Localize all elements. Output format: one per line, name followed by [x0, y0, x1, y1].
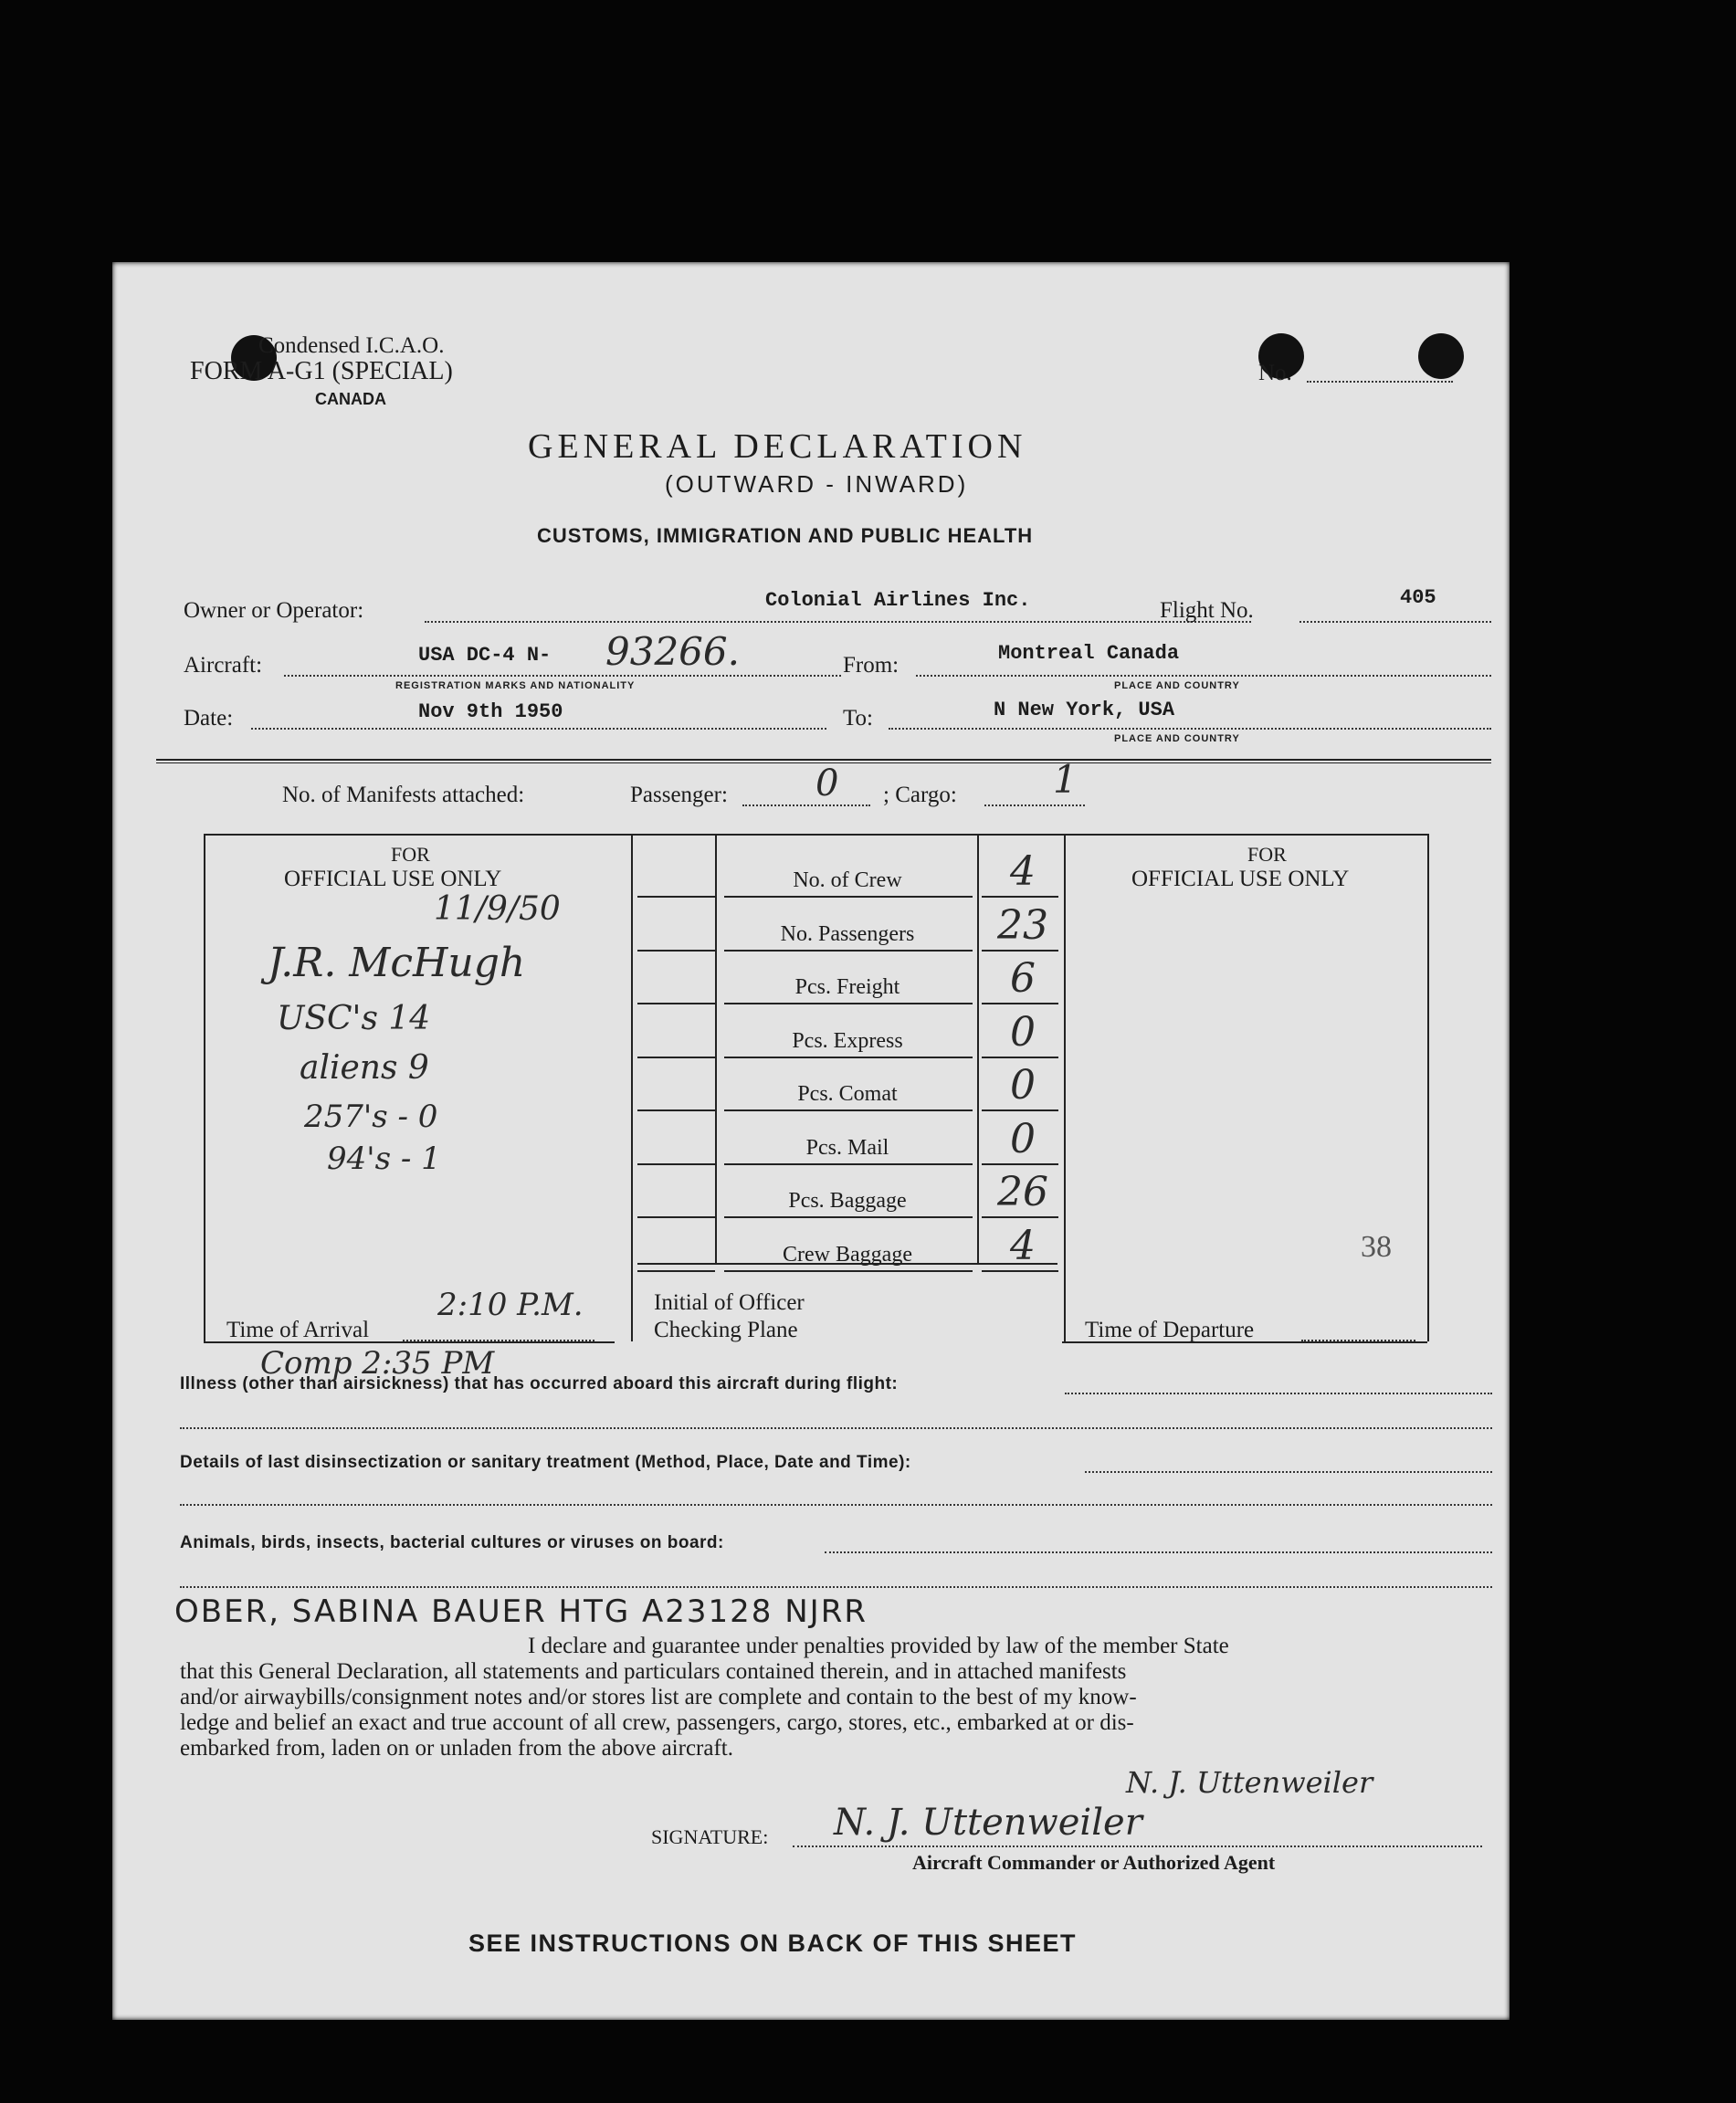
declaration-line-1: I declare and guarantee under penalties provided by law of the member State [528, 1634, 1229, 1658]
passenger-value: 0 [815, 762, 839, 804]
row-rule [637, 950, 715, 952]
row-rule [982, 950, 1058, 952]
row-rule [637, 1163, 715, 1165]
count-row-label: Crew Baggage [783, 1242, 912, 1267]
animals-line-1 [825, 1551, 1492, 1553]
to-value: N New York, USA [994, 699, 1175, 721]
col-divider-1 [631, 834, 633, 1341]
signature-handwritten-top: N. J. Uttenweiler [1126, 1765, 1373, 1800]
count-row-label: No. Passengers [780, 921, 915, 946]
count-row-label: Pcs. Mail [805, 1135, 889, 1160]
footer-instructions: SEE INSTRUCTIONS ON BACK OF THIS SHEET [468, 1930, 1078, 1957]
signature-label: SIGNATURE: [651, 1825, 769, 1848]
count-row-value: 6 [1010, 955, 1036, 1002]
signature-line [793, 1845, 1482, 1847]
count-row-label: Pcs. Freight [794, 975, 900, 999]
form-line-2: FORM A-G1 (SPECIAL) [190, 357, 453, 385]
owner-value: Colonial Airlines Inc. [765, 589, 1031, 612]
section-title: CUSTOMS, IMMIGRATION AND PUBLIC HEALTH [537, 524, 1034, 547]
declaration-line-4: ledge and belief an exact and true account of all crew, passengers, cargo, stores, etc., embarked at or dis- [180, 1710, 1134, 1735]
page-subtitle: (OUTWARD - INWARD) [665, 470, 969, 498]
from-value: Montreal Canada [998, 642, 1180, 665]
flight-value: 405 [1400, 586, 1436, 609]
row-rule [982, 1163, 1058, 1165]
to-line [889, 728, 1491, 730]
declaration-sheet [112, 262, 1510, 2020]
row-rule [637, 1057, 715, 1058]
count-row-value: 23 [997, 901, 1048, 949]
arrival-line [403, 1340, 594, 1341]
row-rule [982, 1270, 1058, 1272]
note-date: 11/9/50 [434, 890, 561, 928]
flight-label: Flight No. [1160, 598, 1254, 623]
signature-handwritten: N. J. Uttenweiler [834, 1802, 1142, 1844]
cargo-line [984, 804, 1085, 806]
row-rule [724, 896, 973, 898]
count-row-value: 4 [1010, 848, 1036, 895]
col-divider-4 [1064, 834, 1066, 1341]
declaration-line-5: embarked from, laden on or unladen from the above aircraft. [180, 1736, 733, 1761]
arrival-label: Time of Arrival [226, 1318, 370, 1342]
initial-label-2: Checking Plane [654, 1318, 798, 1342]
count-row-label: Pcs. Express [792, 1028, 903, 1053]
count-row-label: No. of Crew [793, 868, 902, 892]
table-left [204, 834, 205, 1341]
row-rule [724, 950, 973, 952]
date-label: Date: [184, 706, 234, 731]
row-rule [637, 1109, 715, 1111]
row-rule [724, 1216, 973, 1218]
left-header-2: OFFICIAL USE ONLY [284, 867, 502, 891]
manifests-label: No. of Manifests attached: [282, 783, 525, 807]
disinsect-label: Details of last disinsectization or sanitary treatment (Method, Place, Date and Time): [180, 1453, 911, 1472]
row-rule [982, 896, 1058, 898]
aircraft-value: USA DC-4 N- [418, 644, 552, 667]
left-header-1: FOR [391, 843, 430, 866]
col-divider-2 [715, 834, 717, 1263]
row-rule [982, 1109, 1058, 1111]
animals-label: Animals, birds, insects, bacterial cultures or viruses on board: [180, 1533, 724, 1552]
handwritten-passenger-note: OBER, SABINA BAUER HTG A23128 NJRR [174, 1593, 868, 1630]
page-title: GENERAL DECLARATION [528, 427, 1027, 466]
aircraft-label: Aircraft: [184, 653, 263, 678]
right-header-1: FOR [1247, 843, 1287, 866]
count-row-label: Pcs. Baggage [788, 1189, 907, 1213]
right-number: 38 [1361, 1230, 1392, 1264]
punch-hole-right [1418, 333, 1464, 379]
right-header-2: OFFICIAL USE ONLY [1131, 867, 1350, 891]
row-rule [724, 1057, 973, 1058]
aircraft-handwritten: 93266. [605, 629, 740, 674]
disinsect-line-2 [180, 1504, 1492, 1506]
aircraft-caption: REGISTRATION MARKS AND NATIONALITY [395, 680, 636, 691]
to-label: To: [843, 706, 873, 731]
illness-handwritten: Comp 2:35 PM [260, 1345, 495, 1382]
owner-line [425, 621, 1251, 623]
row-rule [637, 896, 715, 898]
to-caption: PLACE AND COUNTRY [1114, 733, 1240, 744]
from-caption: PLACE AND COUNTRY [1114, 680, 1240, 691]
note-94: 94's - 1 [327, 1141, 441, 1177]
count-row-value: 0 [1010, 1008, 1036, 1056]
illness-line-1 [1065, 1393, 1492, 1394]
row-rule [724, 1163, 973, 1165]
table-top [204, 834, 1427, 836]
signature-caption: Aircraft Commander or Authorized Agent [912, 1851, 1276, 1874]
aircraft-line [284, 675, 841, 677]
row-rule [724, 1109, 973, 1111]
flight-line [1299, 621, 1491, 623]
row-rule [637, 1216, 715, 1218]
passenger-line [742, 804, 870, 806]
departure-line [1301, 1340, 1415, 1341]
count-row-value: 0 [1010, 1062, 1036, 1109]
passenger-label: Passenger: [630, 783, 728, 807]
date-value: Nov 9th 1950 [418, 700, 563, 723]
row-rule [637, 1003, 715, 1004]
divider-top-1 [156, 759, 1491, 761]
declaration-line-2: that this General Declaration, all statements and particulars contained therein, and in attached manifests [180, 1659, 1127, 1684]
from-label: From: [843, 653, 900, 678]
row-rule [724, 1003, 973, 1004]
disinsect-line-1 [1085, 1471, 1492, 1473]
from-line [916, 675, 1491, 677]
cargo-label: ; Cargo: [883, 783, 957, 807]
number-label: No. [1258, 361, 1292, 385]
date-line [251, 728, 826, 730]
owner-label: Owner or Operator: [184, 598, 364, 623]
initial-label-1: Initial of Officer [654, 1290, 805, 1315]
row-rule [724, 1270, 973, 1272]
illness-label: Illness (other than airsickness) that has occurred aboard this aircraft during flight: [180, 1374, 899, 1393]
cargo-value: 1 [1053, 757, 1078, 802]
note-officer: J.R. McHugh [268, 940, 526, 986]
row-rule [637, 1270, 715, 1272]
form-line-3: CANADA [315, 390, 386, 408]
departure-label: Time of Departure [1085, 1318, 1255, 1342]
note-257: 257's - 0 [304, 1099, 438, 1135]
form-line-1: Condensed I.C.A.O. [258, 333, 445, 358]
number-line [1307, 381, 1453, 383]
animals-line-2 [180, 1586, 1492, 1588]
illness-line-2 [180, 1427, 1492, 1429]
row-rule [982, 1003, 1058, 1004]
declaration-line-3: and/or airwaybills/consignment notes and/or stores list are complete and contain to the best of my know- [180, 1685, 1137, 1709]
note-aliens: aliens 9 [300, 1049, 429, 1087]
count-row-value: 0 [1010, 1115, 1036, 1162]
count-row-value: 26 [997, 1169, 1048, 1215]
table-right [1427, 834, 1429, 1341]
row-rule [982, 1057, 1058, 1058]
note-citizens: USC's 14 [277, 1000, 431, 1037]
count-row-value: 4 [1010, 1222, 1036, 1269]
row-rule [982, 1216, 1058, 1218]
arrival-value: 2:10 P.M. [437, 1287, 584, 1323]
count-row-label: Pcs. Comat [797, 1082, 898, 1106]
col-divider-3 [977, 834, 979, 1263]
